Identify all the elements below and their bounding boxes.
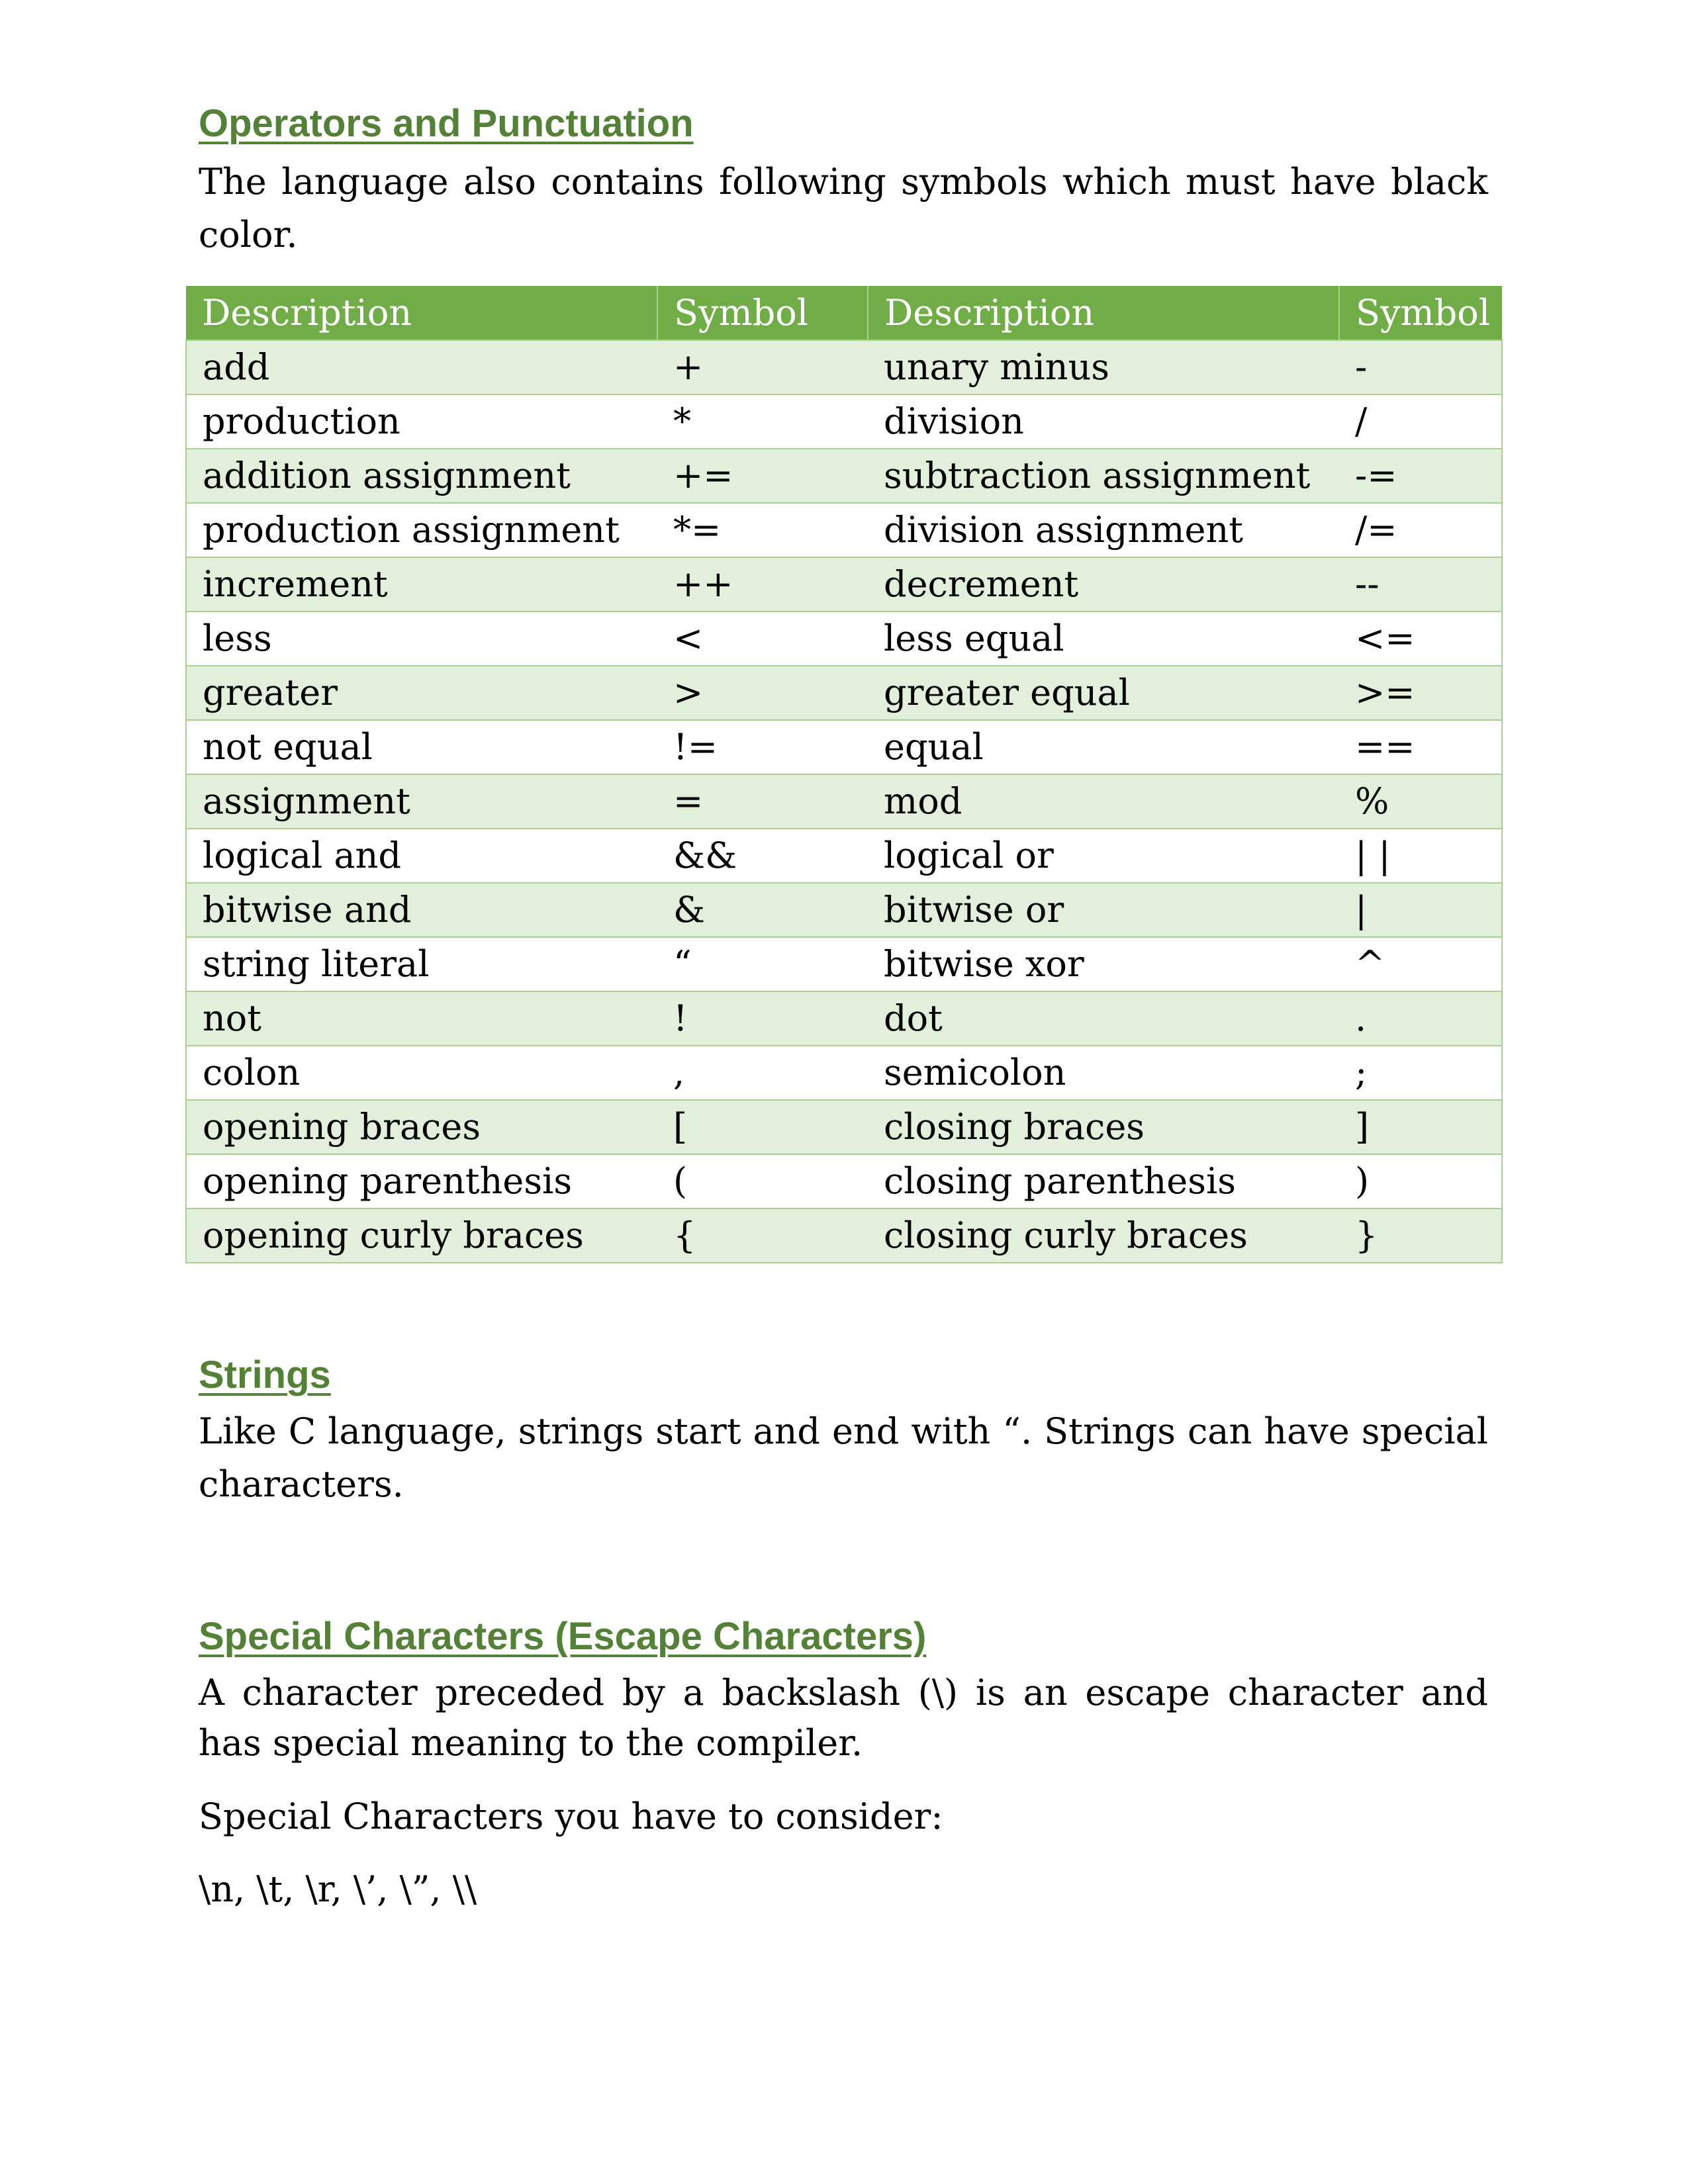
row-symbol: -- <box>1339 557 1502 612</box>
row-description: less <box>186 612 657 666</box>
row-symbol: , <box>657 1046 868 1100</box>
row-description: division <box>868 394 1339 449</box>
row-symbol: > <box>657 666 868 720</box>
table-row <box>186 612 1502 666</box>
row-symbol: & <box>657 883 868 937</box>
table-row <box>186 883 1502 937</box>
row-description: opening braces <box>186 1100 657 1154</box>
row-description: colon <box>186 1046 657 1100</box>
row-description: production <box>186 394 657 449</box>
row-symbol: += <box>657 449 868 503</box>
row-description: subtraction assignment <box>868 449 1339 503</box>
row-description: logical and <box>186 829 657 883</box>
special-characters-prompt: Special Characters you have to consider: <box>199 1796 943 1837</box>
row-symbol: ++ <box>657 557 868 612</box>
row-description: not equal <box>186 720 657 774</box>
row-symbol: “ <box>657 937 868 991</box>
strings-paragraph: Like C language, strings start and end with “. Strings can have special characters. <box>199 1410 1488 1505</box>
row-description: not <box>186 991 657 1046</box>
table-row <box>186 1208 1502 1263</box>
row-symbol: ; <box>1339 1046 1502 1100</box>
special-characters-list: \n, \t, \r, \’, \”, \\ <box>199 1868 477 1910</box>
table-row <box>186 449 1502 503</box>
row-description: bitwise and <box>186 883 657 937</box>
row-description: opening curly braces <box>186 1208 657 1263</box>
table-row <box>186 503 1502 557</box>
table-row <box>186 991 1502 1046</box>
table-row <box>186 1154 1502 1208</box>
table-row <box>186 340 1502 394</box>
row-description: decrement <box>868 557 1339 612</box>
row-symbol: ! <box>657 991 868 1046</box>
row-symbol: } <box>1339 1208 1502 1263</box>
row-description: dot <box>868 991 1339 1046</box>
row-description: equal <box>868 720 1339 774</box>
row-symbol: /= <box>1339 503 1502 557</box>
row-symbol: == <box>1339 720 1502 774</box>
row-description: division assignment <box>868 503 1339 557</box>
row-symbol: *= <box>657 503 868 557</box>
row-symbol: <= <box>1339 612 1502 666</box>
row-symbol: >= <box>1339 666 1502 720</box>
row-symbol: && <box>657 829 868 883</box>
row-symbol: < <box>657 612 868 666</box>
section-heading-special-characters: Special Characters (Escape Characters) <box>199 1615 927 1658</box>
row-symbol: - <box>1339 340 1502 394</box>
table-row <box>186 666 1502 720</box>
header-description: Description <box>868 286 1339 340</box>
row-symbol: % <box>1339 774 1502 829</box>
header-description: Description <box>186 286 657 340</box>
row-description: opening parenthesis <box>186 1154 657 1208</box>
row-description: less equal <box>868 612 1339 666</box>
operators-intro-paragraph: The language also contains following symbols which must have black color. <box>199 161 1488 255</box>
row-symbol: / <box>1339 394 1502 449</box>
table-row <box>186 1100 1502 1154</box>
table-row <box>186 1046 1502 1100</box>
row-symbol: | | <box>1339 829 1502 883</box>
row-description: production assignment <box>186 503 657 557</box>
row-description: closing braces <box>868 1100 1339 1154</box>
table-header-row <box>186 286 1502 340</box>
table-row <box>186 720 1502 774</box>
row-symbol: ) <box>1339 1154 1502 1208</box>
section-heading-operators: Operators and Punctuation <box>199 102 694 145</box>
row-symbol: ] <box>1339 1100 1502 1154</box>
row-description: greater <box>186 666 657 720</box>
table-row <box>186 774 1502 829</box>
row-symbol: + <box>657 340 868 394</box>
row-description: bitwise or <box>868 883 1339 937</box>
table-row <box>186 557 1502 612</box>
header-symbol: Symbol <box>1339 286 1502 340</box>
row-symbol: ^ <box>1339 937 1502 991</box>
row-symbol: -= <box>1339 449 1502 503</box>
row-description: logical or <box>868 829 1339 883</box>
row-symbol: { <box>657 1208 868 1263</box>
special-characters-paragraph: A character preceded by a backslash (\) is an escape character and has special meaning to the compiler. <box>199 1672 1488 1764</box>
section-heading-strings: Strings <box>199 1353 331 1396</box>
row-description: closing parenthesis <box>868 1154 1339 1208</box>
row-symbol: * <box>657 394 868 449</box>
row-symbol: | <box>1339 883 1502 937</box>
table-row <box>186 829 1502 883</box>
row-symbol: . <box>1339 991 1502 1046</box>
row-description: greater equal <box>868 666 1339 720</box>
header-symbol: Symbol <box>657 286 868 340</box>
row-description: string literal <box>186 937 657 991</box>
row-description: semicolon <box>868 1046 1339 1100</box>
row-symbol: ( <box>657 1154 868 1208</box>
row-symbol: = <box>657 774 868 829</box>
row-description: add <box>186 340 657 394</box>
row-description: increment <box>186 557 657 612</box>
row-description: unary minus <box>868 340 1339 394</box>
operators-table-body <box>186 340 1502 1263</box>
row-description: assignment <box>186 774 657 829</box>
row-description: bitwise xor <box>868 937 1339 991</box>
table-row <box>186 937 1502 991</box>
operators-table <box>185 286 1503 1263</box>
row-description: closing curly braces <box>868 1208 1339 1263</box>
row-symbol: != <box>657 720 868 774</box>
table-row <box>186 394 1502 449</box>
row-description: mod <box>868 774 1339 829</box>
row-symbol: [ <box>657 1100 868 1154</box>
row-description: addition assignment <box>186 449 657 503</box>
